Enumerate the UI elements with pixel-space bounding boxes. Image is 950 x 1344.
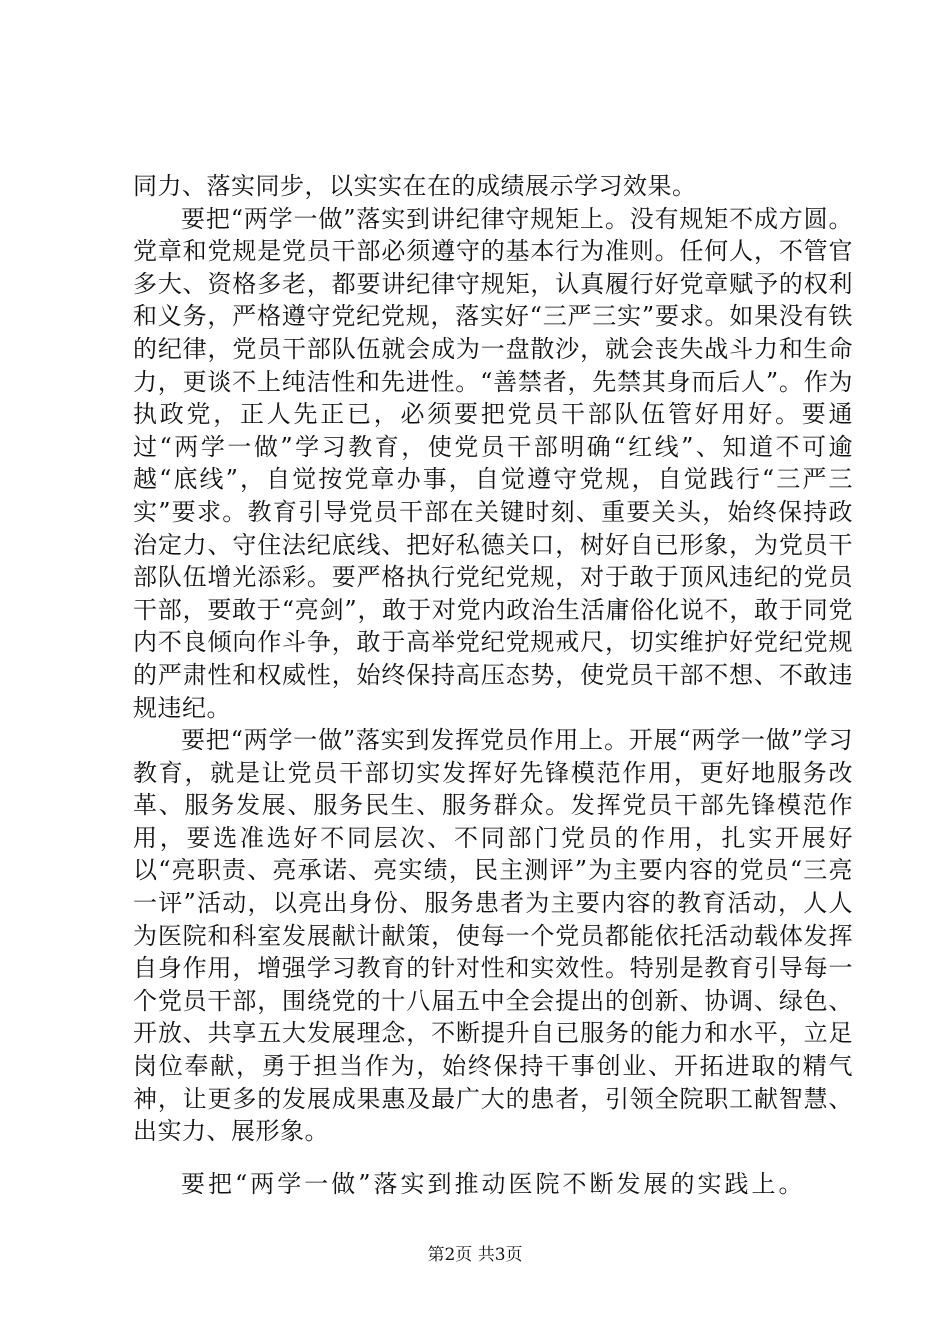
paragraph-discipline: 要把“两学一做”落实到讲纪律守规矩上。没有规矩不成方圆。党章和党规是党员干部必须遵守的基本行为准则。任何人，不管官多大、资格多老，都要讲纪律守规矩，认真履行好党章赋予的权利和义务，严格遵守党纪党规，落实好“三严三实”要求。如果没有铁的纪律，党员干部队伍就会成为一盘散沙，就会丧失战斗力和生命力，更谈不上纯洁性和先进性。“善禁者，先禁其身而后人”。作为执政党，正人先正已，必须要把党员干部队伍管好用好。要通过“两学一做”学习教育，使党员干部明确“红线”、知道不可逾越“底线”，自觉按党章办事，自觉遵守党规，自觉践行“三严三实”要求。教育引导党员干部在关键时刻、重要关头，始终保持政治定力、守住法纪底线、把好私德关口，树好自已形象，为党员干部队伍增光添彩。要严格执行党纪党规，对于敢于顶风违纪的党员干部，要敢于“亮剑”，敢于对党内政治生活庸俗化说不，敢于同党内不良倾向作斗争，敢于高举党纪党规戒尺，切实维护好党纪党规的严肃性和权威性，始终保持高压态势，使党员干部不想、不敢违规违纪。 <box>133 204 853 722</box>
page-footer: 第2页 共3页 <box>427 1245 523 1265</box>
paragraph-hospital-development: 要把“两学一做”落实到推动医院不断发展的实践上。 <box>181 1169 806 1198</box>
paragraph-continuation: 同力、落实同步，以实实在在的成绩展示学习效果。 <box>133 172 697 200</box>
paragraph-party-member-role: 要把“两学一做”落实到发挥党员作用上。开展“两学一做”学习教育，就是让党员干部切实发挥好先锋模范作用，更好地服务改革、服务发展、服务民生、服务群众。发挥党员干部先锋模范作用，要选准选好不同层次、不同部门党员的作用，扎实开展好以“亮职责、亮承诺、亮实绩，民主测评”为主要内容的党员“三亮一评”活动，以亮出身份、服务患者为主要内容的教育活动，人人为医院和科室发展献计献策，使每一个党员都能依托活动载体发挥自身作用，增强学习教育的针对性和实效性。特别是教育引导每一个党员干部，围绕党的十八届五中全会提出的创新、协调、绿色、开放、共享五大发展理念，不断提升自已服务的能力和水平，立足岗位奉献，勇于担当作为，始终保持干事创业、开拓进取的精气神，让更多的发展成果惠及最广大的患者，引领全院职工献智慧、出实力、展形象。 <box>133 726 853 1146</box>
document-body <box>133 170 853 1200</box>
